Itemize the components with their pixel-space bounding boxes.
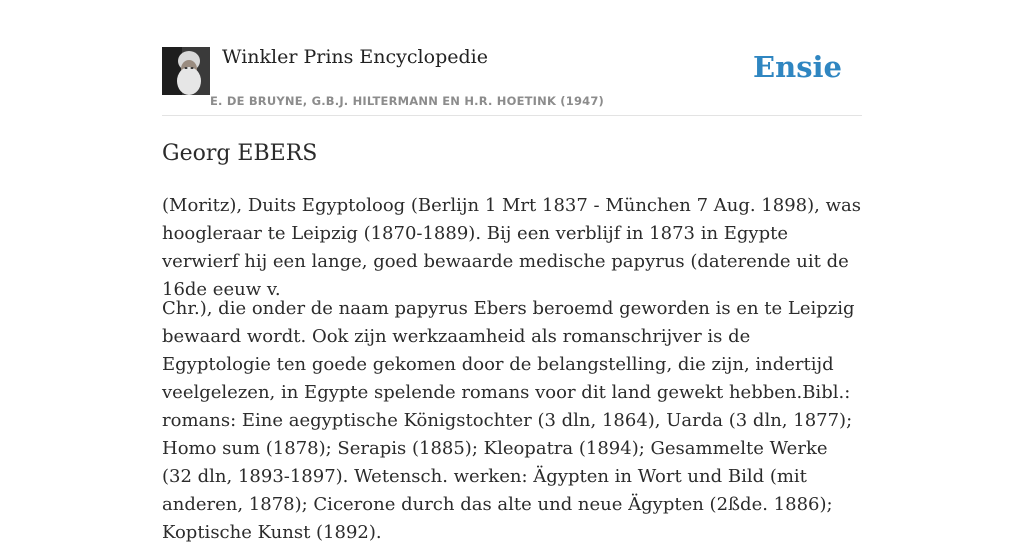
header: [162, 0, 862, 116]
site-title[interactable]: Winkler Prins Encyclopedie: [222, 46, 488, 68]
article-paragraph: Chr.), die onder de naam papyrus Ebers beroemd geworden is en te Leipzig bewaard wordt. Ook zijn werkzaamheid als romanschrijver is de Egyptologie ten goede gekomen door de belangstelling, die zijn, indertijd veelgelezen, in Egypte spelende romans voor dit land gewekt hebben.Bibl.: romans: Eine aegyptische Königstochter (3 dln, 1864), Uarda (3 dln, 1877); Homo sum (1878); Serapis (1885); Kleopatra (1894); Gesammelte Werke (32 dln, 1893-1897). Wetensch. werken: Ägypten in Wort und Bild (mit anderen, 1878); Cicerone durch das alte und neue Ägypten (2ßde. 1886); Koptische Kunst (1892).: [162, 298, 855, 543]
author-avatar[interactable]: [162, 47, 210, 95]
authors-line: E. DE BRUYNE, G.B.J. HILTERMANN EN H.R. HOETINK (1947): [210, 94, 605, 108]
article-paragraph: (Moritz), Duits Egyptoloog (Berlijn 1 Mrt 1837 - München 7 Aug. 1898), was hoogleraar te Leipzig (1870-1889). Bij een verblijf in 1873 in Egypte verwierf hij een lange, goed bewaarde medische papyrus (daterende uit de 16de eeuw v.: [162, 195, 861, 300]
brand-logo[interactable]: Ensie: [753, 50, 842, 84]
article-title: Georg EBERS: [162, 141, 318, 166]
portrait-icon: [162, 47, 210, 95]
content-container: [162, 0, 862, 543]
